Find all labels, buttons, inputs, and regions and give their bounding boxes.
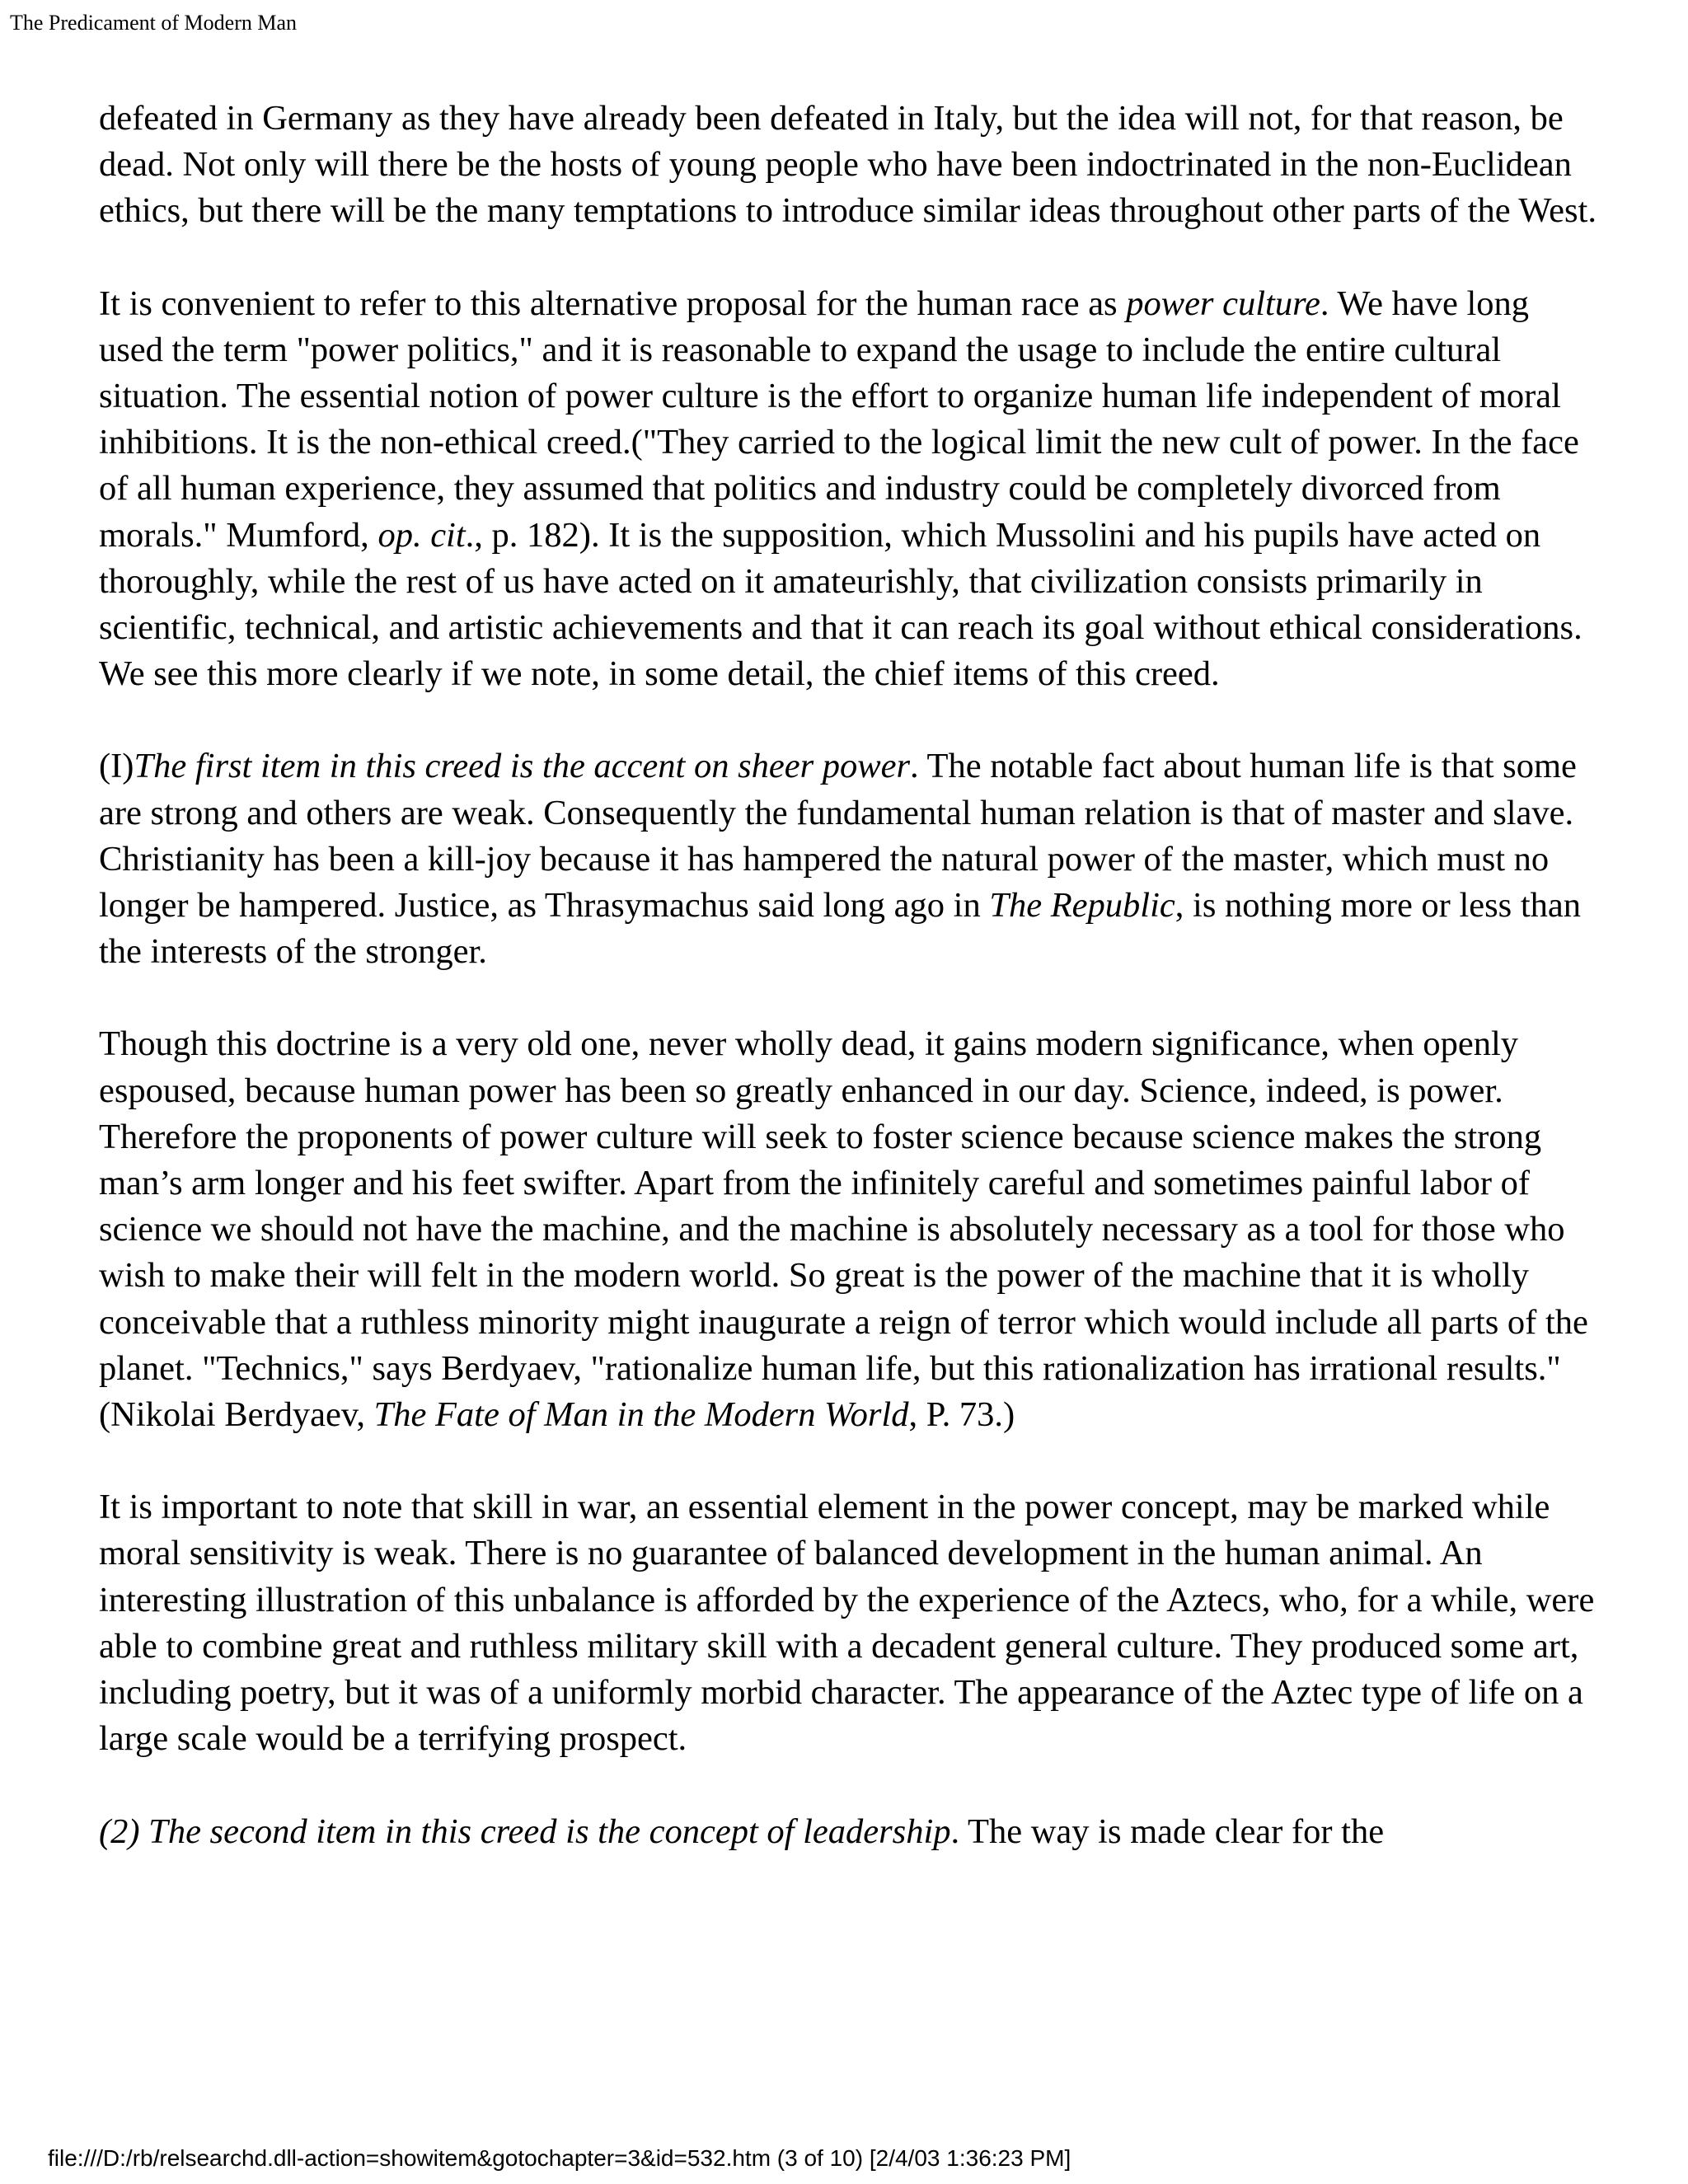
page-header-title: The Predicament of Modern Man <box>10 11 298 35</box>
italic-term: power culture <box>1126 284 1320 323</box>
paragraph-text: , P. 73.) <box>908 1395 1015 1435</box>
document-body <box>99 96 1599 1855</box>
paragraph-text: (I) <box>99 747 134 786</box>
paragraph-text: It is important to note that skill in war, an essential element in the power concept, may be marked while moral sensitivity is weak. There is no guarantee of balanced development in the human animal. An interesting illustration of this unbalance is afforded by the experience of the Aztecs, who, for a while, were able to combine great and ruthless military skill with a decadent general culture. They produced some art, including poetry, but it was of a uniformly morbid character. The appearance of the Aztec type of life on a large scale would be a terrifying prospect. <box>99 1488 1595 1759</box>
italic-heading: The first item in this creed is the accent on sheer power <box>134 747 911 786</box>
paragraph-1 <box>99 96 1599 235</box>
paragraph-5 <box>99 1484 1599 1762</box>
italic-heading: (2) The second item in this creed is the concept of leadership <box>99 1811 951 1851</box>
paragraph-4 <box>99 1021 1599 1438</box>
italic-title: The Fate of Man in the Modern World <box>373 1395 909 1435</box>
paragraph-text: . We have long used the term "power politics," and it is reasonable to expand the usage to include the entire cultural situation. The essential notion of power culture is the effort to organize human life independent of moral inhibitions. It is the non-ethical creed.("They carried to the logical limit the new cult of power. In the face of all human experience, they assumed that politics and industry could be completely divorced from morals." Mumford, <box>99 284 1579 555</box>
paragraph-6 <box>99 1809 1599 1855</box>
paragraph-text: Though this doctrine is a very old one, never wholly dead, it gains modern significance, when openly espoused, because human power has been so greatly enhanced in our day. Science, indeed, is power. Therefore the proponents of power culture will seek to foster science because science makes the strong man’s arm longer and his feet swifter. Apart from the infinitely careful and sometimes painful labor of science we should not have the machine, and the machine is absolutely necessary as a tool for those who wish to make their will felt in the modern world. So great is the power of the machine that it is wholly conceivable that a ruthless minority might inaugurate a reign of terror which would include all parts of the planet. "Technics," says Berdyaev, "rationalize human life, but this rationalization has irrational results."(Nikolai Berdyaev, <box>99 1024 1588 1435</box>
paragraph-text: ., p. 182). It is the supposition, which Mussolini and his pupils have acted on thoroughly, while the rest of us have acted on it amateurishly, that civilization consists primarily in scientific, technical, and artistic achievements and that it can reach its goal without ethical considerations. We see this more clearly if we note, in some detail, the chief items of this creed. <box>99 515 1582 694</box>
paragraph-text: It is convenient to refer to this alternative proposal for the human race as <box>99 284 1127 323</box>
italic-citation: op. cit <box>377 515 466 555</box>
paragraph-text: , is nothing more or less than the interests of the stronger. <box>99 886 1582 972</box>
paragraph-3 <box>99 743 1599 975</box>
paragraph-text: . The way is made clear for the <box>950 1811 1385 1851</box>
paragraph-text: defeated in Germany as they have already been defeated in Italy, but the idea will not, for that reason, be dead. Not only will there be the hosts of young people who have been indoctrinated in the non-Euclidean ethics, but there will be the many temptations to introduce similar ideas throughout other parts of the West. <box>99 99 1597 231</box>
paragraph-text: . The notable fact about human life is that some are strong and others are weak. Consequently the fundamental human relation is that of master and slave. Christianity has been a kill-joy because it has hampered the natural power of the master, which must no longer be hampered. Justice, as Thrasymachus said long ago in <box>99 747 1577 926</box>
paragraph-2 <box>99 281 1599 698</box>
italic-title: The Republic <box>989 886 1175 926</box>
page-footer-path: file:///D:/rb/relsearchd.dll-action=showitem&gotochapter=3&id=532.htm (3 of 10) [2/4/03 1:36:23 PM] <box>48 2145 1071 2171</box>
